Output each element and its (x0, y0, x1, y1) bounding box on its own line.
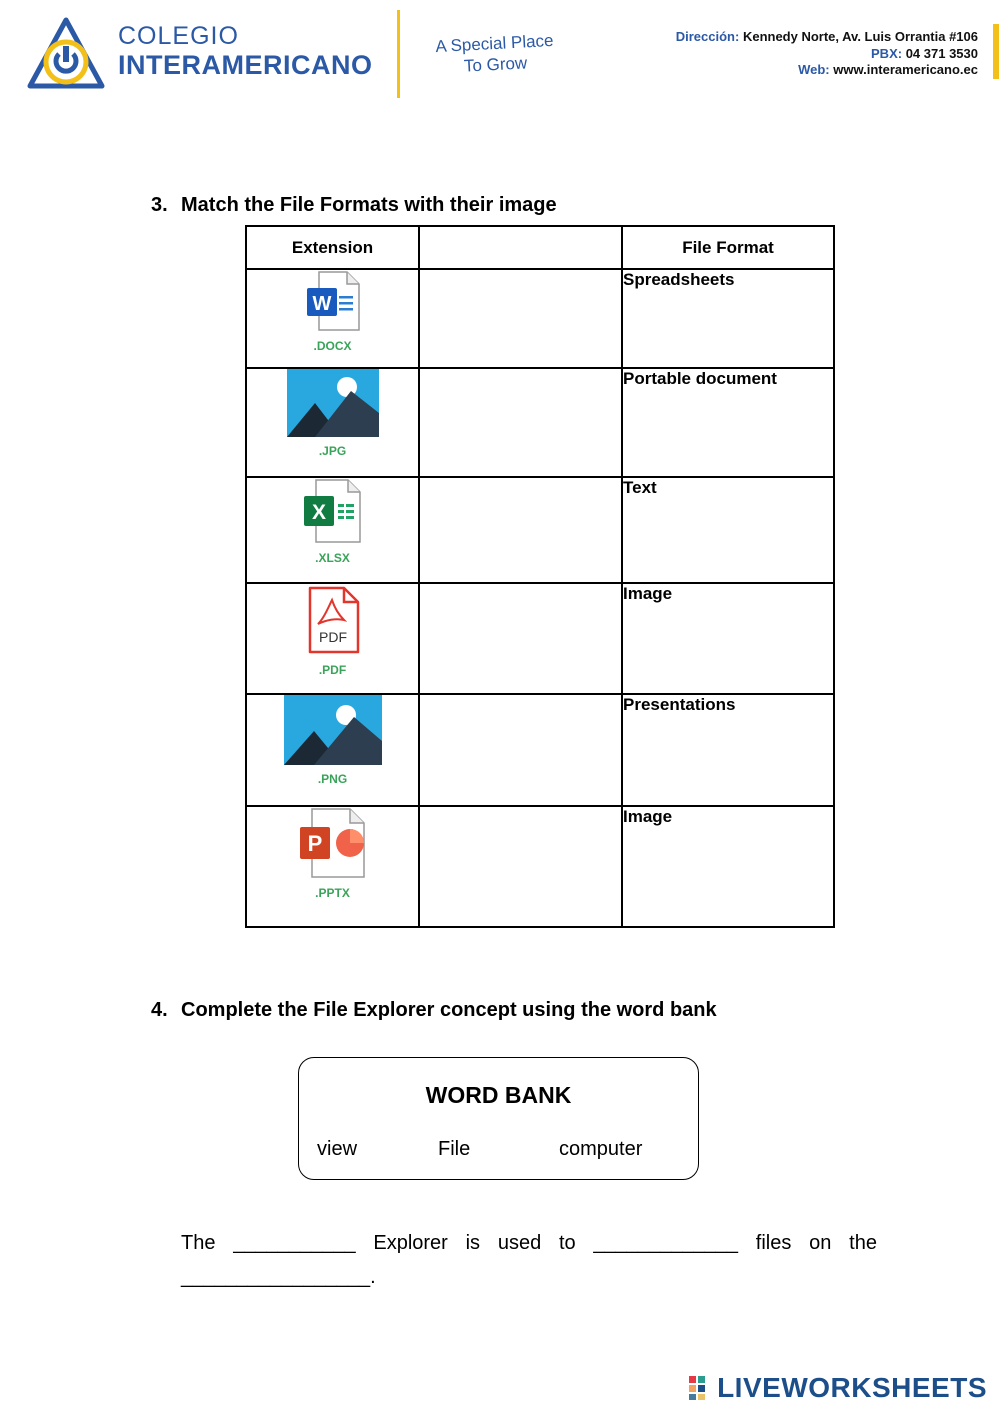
svg-text:P: P (307, 831, 322, 856)
extension-cell (246, 368, 419, 477)
extension-label: .DOCX (313, 339, 352, 353)
header-accent-bar (993, 24, 999, 79)
extension-label: .JPG (318, 444, 347, 458)
word-bank-word: computer (559, 1138, 643, 1160)
pptx-powerpoint-icon (298, 807, 368, 879)
svg-text:X: X (311, 501, 326, 524)
header-file-format: File Format (622, 226, 834, 269)
liveworksheets-icon (689, 1376, 715, 1400)
answer-cell[interactable] (419, 583, 622, 694)
phone-label: PBX: (871, 45, 903, 61)
sentence-word: the (849, 1232, 877, 1254)
sentence-word: files (755, 1232, 792, 1254)
extension-cell (246, 806, 419, 927)
fill-in-sentence (181, 1226, 877, 1294)
liveworksheets-logo (689, 1372, 987, 1404)
word-bank-word: view (317, 1138, 358, 1160)
extension-label: .PPTX (315, 886, 350, 900)
table-row (246, 806, 834, 927)
sentence-word: on (809, 1232, 832, 1254)
school-logo-icon (26, 16, 106, 92)
png-image-icon (284, 695, 382, 765)
docx-word-icon (303, 270, 363, 332)
table-row (246, 694, 834, 806)
blank-1[interactable]: ___________ (233, 1232, 356, 1254)
q3-title-text: Match the File Formats with their image (181, 194, 557, 216)
contact-info (676, 29, 978, 79)
q4-title-text: Complete the File Explorer concept using the word bank (181, 999, 717, 1021)
table-row (246, 583, 834, 694)
sentence-end: . (370, 1266, 376, 1288)
file-format-cell: Image (622, 806, 834, 927)
sentence-word: to (558, 1232, 576, 1254)
sentence-word: The (181, 1232, 216, 1254)
file-format-cell: Presentations (622, 694, 834, 806)
table-row (246, 269, 834, 368)
word-bank-title: WORD BANK (425, 1082, 572, 1108)
table-row (246, 368, 834, 477)
extension-cell (246, 694, 419, 806)
school-name (118, 24, 373, 79)
q3-title (151, 194, 557, 217)
extension-cell (246, 269, 419, 368)
blank-3[interactable]: _________________ (181, 1266, 371, 1288)
sentence-word: Explorer (373, 1232, 448, 1254)
blank-2[interactable]: _____________ (593, 1232, 739, 1254)
header-blank (419, 226, 622, 269)
q4-number: 4. (151, 999, 168, 1021)
address-value: Kennedy Norte, Av. Luis Orrantia #106 (742, 29, 978, 44)
extension-label: .PDF (318, 663, 347, 677)
sentence-word: is (465, 1232, 481, 1254)
svg-text:PDF: PDF (318, 629, 347, 645)
table-header-row (246, 226, 834, 269)
file-format-cell: Image (622, 583, 834, 694)
match-table (245, 225, 835, 928)
answer-cell[interactable] (419, 269, 622, 368)
tagline-line1: A Special Place (434, 30, 554, 57)
extension-label: .XLSX (315, 551, 350, 565)
header-divider (397, 10, 400, 98)
answer-cell[interactable] (419, 806, 622, 927)
answer-cell[interactable] (419, 368, 622, 477)
pdf-acrobat-icon (304, 584, 362, 656)
q4-title (151, 999, 717, 1022)
svg-text:W: W (312, 293, 331, 315)
page-header (0, 0, 999, 110)
q3-number: 3. (151, 194, 168, 216)
web-value: www.interamericano.ec (833, 62, 978, 77)
web-label: Web: (798, 62, 830, 77)
answer-cell[interactable] (419, 477, 622, 583)
phone-value: 04 371 3530 (905, 45, 978, 61)
tagline-line2: To Grow (463, 53, 528, 76)
file-format-cell: Spreadsheets (622, 269, 834, 368)
extension-cell (246, 583, 419, 694)
file-format-cell: Text (622, 477, 834, 583)
school-tagline (419, 29, 571, 79)
header-extension: Extension (246, 226, 419, 269)
extension-label: .PNG (317, 772, 348, 786)
file-format-cell: Portable document (622, 368, 834, 477)
school-name-line2: INTERAMERICANO (118, 50, 373, 80)
address-label: Dirección: (675, 29, 740, 44)
jpg-image-icon (287, 369, 379, 437)
table-row (246, 477, 834, 583)
answer-cell[interactable] (419, 694, 622, 806)
liveworksheets-brand: LIVEWORKSHEETS (717, 1372, 987, 1403)
extension-cell (246, 477, 419, 583)
school-name-line1: COLEGIO (118, 22, 239, 50)
sentence-word: used (497, 1232, 542, 1254)
word-bank (298, 1057, 699, 1180)
xlsx-excel-icon (302, 478, 364, 544)
word-bank-word: File (438, 1138, 471, 1160)
